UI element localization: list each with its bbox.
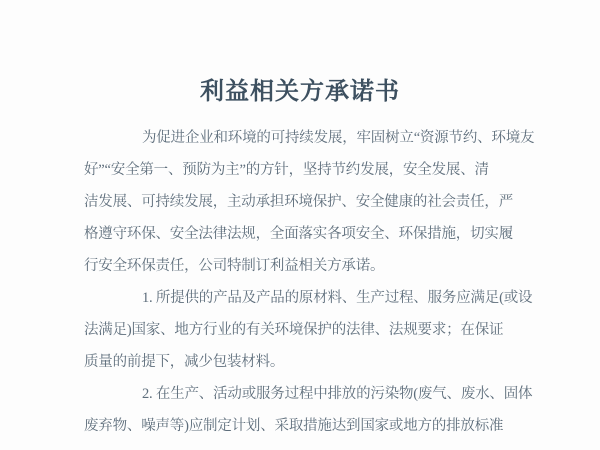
document-line: 质量的前提下，减少包装材料。 (84, 354, 285, 370)
document-line: 2. 在生产、活动或服务过程中排放的污染物(废气、废水、固体 (142, 386, 533, 402)
document-title: 利益相关方承诺书 (200, 78, 400, 105)
document-line: 洁发展、可持续发展，主动承担环境保护、安全健康的社会责任，严 (84, 194, 513, 210)
document-body (84, 122, 535, 442)
document-line: 行安全环保责任，公司特制订利益相关方承诺。 (84, 258, 385, 274)
document-line: 1. 所提供的产品及产品的原材料、生产过程、服务应满足(或设 (142, 290, 533, 306)
document-line: 格遵守环保、安全法律法规，全面落实各项安全、环保措施，切实履 (84, 226, 513, 242)
document-line: 好”“安全第一、预防为主”的方针，坚持节约发展，安全发展、清 (84, 162, 489, 178)
document-line: 法满足)国家、地方行业的有关环境保护的法律、法规要求；在保证 (84, 322, 504, 338)
document-line: 废弃物、噪声等)应制定计划、采取措施达到国家或地方的排放标准 (84, 418, 504, 434)
document-line: 为促进企业和环境的可持续发展，牢固树立“资源节约、环境友 (142, 130, 535, 146)
